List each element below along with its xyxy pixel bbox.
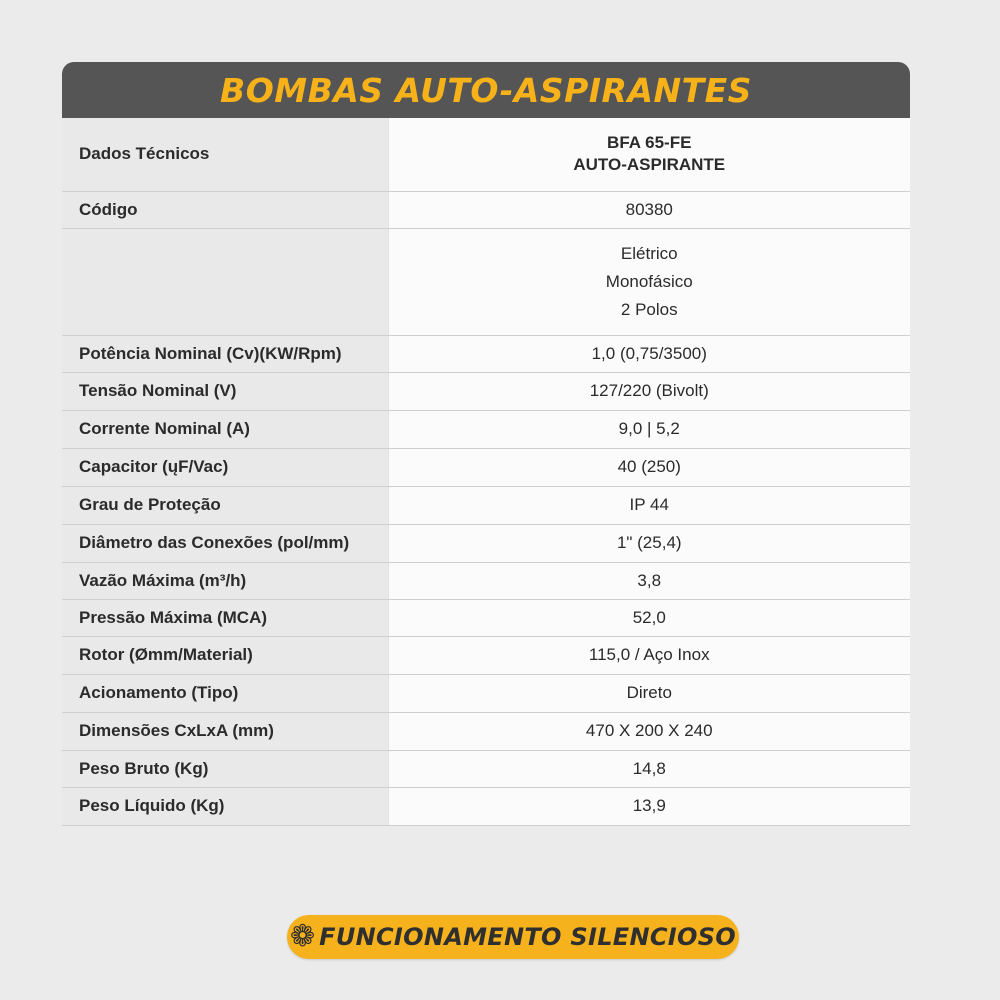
row-label: Tensão Nominal (V) xyxy=(62,372,388,410)
value-line: Elétrico xyxy=(620,243,678,263)
badge-label: FUNCIONAMENTO SILENCIOSO xyxy=(319,923,737,951)
row-label: Dados Técnicos xyxy=(62,118,388,191)
row-value: 115,0 / Aço Inox xyxy=(388,636,910,674)
row-label: Dimensões CxLxA (mm) xyxy=(62,712,388,750)
row-value: 127/220 (Bivolt) xyxy=(388,372,910,410)
value-line: 2 Polos xyxy=(620,299,678,319)
table-row xyxy=(62,335,910,372)
row-label: Corrente Nominal (A) xyxy=(62,410,388,448)
table-row xyxy=(62,712,910,750)
row-label: Acionamento (Tipo) xyxy=(62,674,388,712)
row-label: Rotor (Ømm/Material) xyxy=(62,636,388,674)
row-value: 3,8 xyxy=(388,562,910,599)
table-row xyxy=(62,599,910,636)
table-row xyxy=(62,486,910,524)
table-row xyxy=(62,191,910,228)
model-line: BFA 65-FE xyxy=(607,133,692,153)
page-title: BOMBAS AUTO-ASPIRANTES xyxy=(220,70,752,110)
row-value: 40 (250) xyxy=(388,448,910,486)
table-row xyxy=(62,787,910,825)
row-label xyxy=(62,228,388,335)
row-label: Peso Líquido (Kg) xyxy=(62,787,388,825)
row-value: 1,0 (0,75/3500) xyxy=(388,335,910,372)
row-label: Pressão Máxima (MCA) xyxy=(62,599,388,636)
table-row xyxy=(62,750,910,787)
value-line: Monofásico xyxy=(605,271,693,291)
model-line: AUTO-ASPIRANTE xyxy=(573,155,726,175)
table-row xyxy=(62,410,910,448)
table-row xyxy=(62,448,910,486)
row-value: 52,0 xyxy=(388,599,910,636)
row-value: 80380 xyxy=(388,191,910,228)
row-value xyxy=(388,228,910,335)
table-row xyxy=(62,636,910,674)
row-label: Código xyxy=(62,191,388,228)
row-value: 470 X 200 X 240 xyxy=(388,712,910,750)
table-row xyxy=(62,524,910,562)
row-value: 13,9 xyxy=(388,787,910,825)
row-label: Capacitor (ųF/Vac) xyxy=(62,448,388,486)
row-label: Grau de Proteção xyxy=(62,486,388,524)
table-row xyxy=(62,372,910,410)
row-value: 1" (25,4) xyxy=(388,524,910,562)
table-row xyxy=(62,228,910,335)
spec-card xyxy=(62,62,910,826)
table-row xyxy=(62,674,910,712)
model-name xyxy=(388,118,910,191)
row-value: Direto xyxy=(388,674,910,712)
silent-operation-badge xyxy=(287,915,739,959)
row-value: IP 44 xyxy=(388,486,910,524)
table-header-row xyxy=(62,118,910,191)
table-row xyxy=(62,562,910,599)
snowflake-icon: ❁ xyxy=(289,920,316,953)
spec-table xyxy=(62,118,910,826)
row-label: Potência Nominal (Cv)(KW/Rpm) xyxy=(62,335,388,372)
row-label: Vazão Máxima (m³/h) xyxy=(62,562,388,599)
row-value: 9,0 | 5,2 xyxy=(388,410,910,448)
row-label: Diâmetro das Conexões (pol/mm) xyxy=(62,524,388,562)
row-label: Peso Bruto (Kg) xyxy=(62,750,388,787)
row-value: 14,8 xyxy=(388,750,910,787)
header-bar xyxy=(62,62,910,118)
